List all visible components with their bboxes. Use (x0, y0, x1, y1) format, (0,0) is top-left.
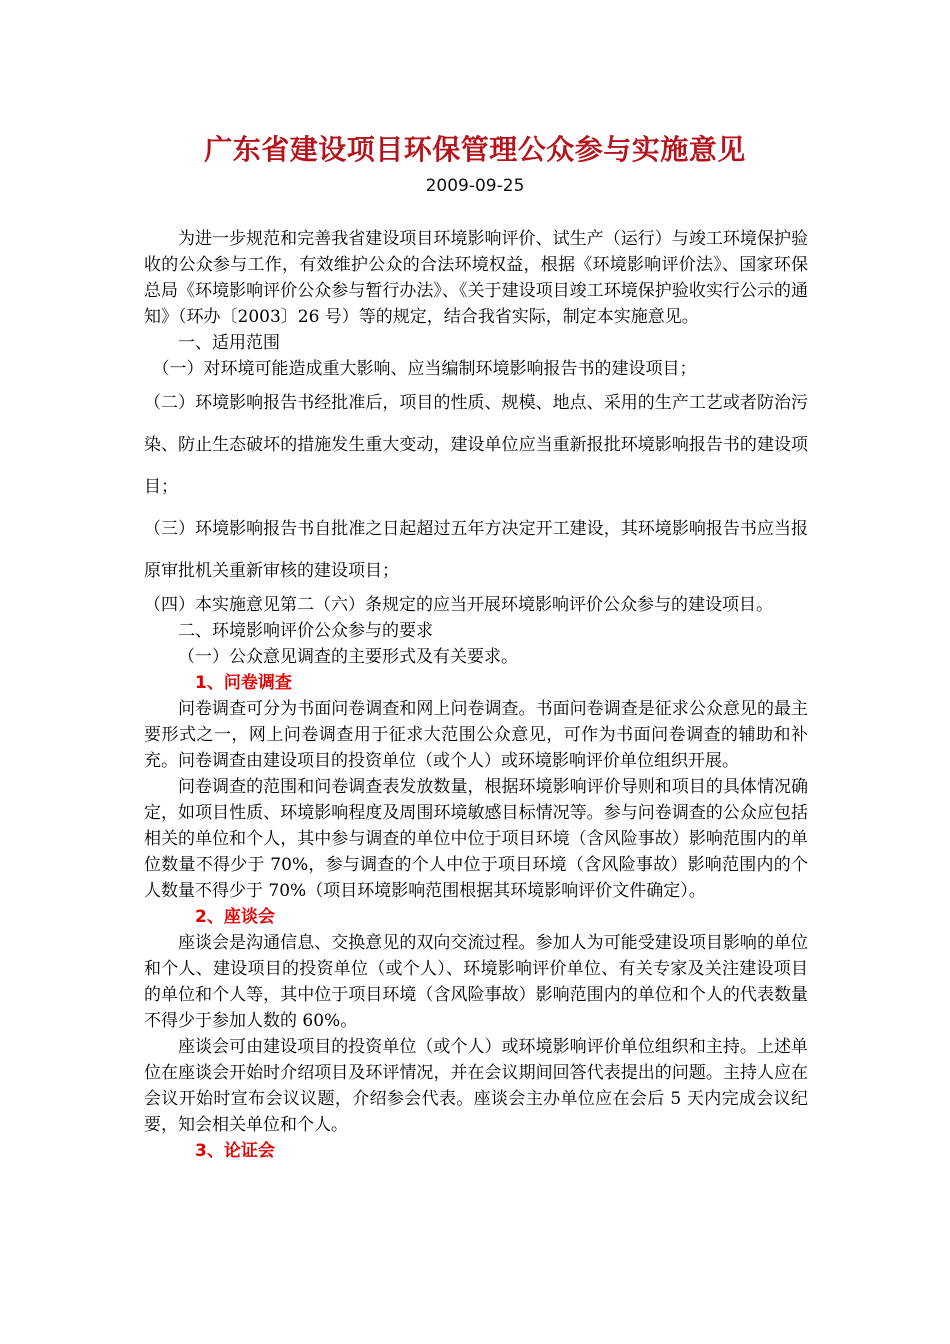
questionnaire-paragraph-1: 问卷调查可分为书面问卷调查和网上问卷调查。书面问卷调查是征求公众意见的最主要形式之一，网上问卷调查用于征求大范围公众意见，可作为书面问卷调查的辅助和补充。问卷调查由建设项目的投资单位（或个人）或环境影响评价单位组织开展。 (144, 699, 808, 771)
document-body (144, 226, 808, 1164)
intro-paragraph: 为进一步规范和完善我省建设项目环境影响评价、试生产（运行）与竣工环境保护验收的公众参与工作，有效维护公众的合法环境权益，根据《环境影响评价法》、国家环保总局《环境影响评价公众参与暂行办法》、《关于建设项目竣工环境保护验收实行公示的通知》（环办〔2003〕26 号）等的规定，结合我省实际，制定本实施意见。 (144, 229, 808, 327)
document-title: 广东省建设项目环保管理公众参与实施意见 (204, 133, 746, 166)
scope-item-4: （四）本实施意见第二（六）条规定的应当开展环境影响评价公众参与的建设项目。 (144, 595, 773, 615)
subheading-symposium: 2、座谈会 (195, 907, 275, 927)
section-heading-scope: 一、适用范围 (178, 333, 280, 353)
section-heading-requirements: 二、环境影响评价公众参与的要求 (178, 621, 433, 641)
subheading-questionnaire: 1、问卷调查 (195, 673, 292, 693)
scope-item-2: （二）环境影响报告书经批准后，项目的性质、规模、地点、采用的生产工艺或者防治污染、防止生态破坏的措施发生重大变动，建设单位应当重新报批环境影响报告书的建设项目； (144, 393, 808, 497)
subheading-hearing: 3、论证会 (195, 1141, 275, 1161)
publish-date: 2009-09-25 (425, 176, 525, 196)
questionnaire-paragraph-2: 问卷调查的范围和问卷调查表发放数量，根据环境影响评价导则和项目的具体情况确定，如项目性质、环境影响程度及周围环境敏感目标情况等。参与问卷调查的公众应包括相关的单位和个人，其中参与调查的单位中位于项目环境（含风险事故）影响范围内的单位数量不得少于 70%，参与调查的个人中位于项目环境（含风险事故）影响范围内的个人数量不得少于 70%（项目环境影响范围根据其环境影响评价文件确定）。 (144, 777, 808, 901)
symposium-paragraph-2: 座谈会可由建设项目的投资单位（或个人）或环境影响评价单位组织和主持。上述单位在座谈会开始时介绍项目及环评情况，并在会议期间回答代表提出的问题。主持人应在会议开始时宣布会议议题，介绍参会代表。座谈会主办单位应在会后 5 天内完成会议纪要，知会相关单位和个人。 (144, 1037, 808, 1135)
symposium-paragraph-1: 座谈会是沟通信息、交换意见的双向交流过程。参加人为可能受建设项目影响的单位和个人、建设项目的投资单位（或个人）、环境影响评价单位、有关专家及关注建设项目的单位和个人等，其中位于项目环境（含风险事故）影响范围内的单位和个人的代表数量不得少于参加人数的 60%。 (144, 933, 808, 1031)
scope-item-3: （三）环境影响报告书自批准之日起超过五年方决定开工建设，其环境影响报告书应当报原审批机关重新审核的建设项目； (144, 519, 808, 581)
scope-item-1: （一）对环境可能造成重大影响、应当编制环境影响报告书的建设项目； (152, 359, 697, 379)
requirement-item-1: （一）公众意见调查的主要形式及有关要求。 (178, 647, 518, 667)
